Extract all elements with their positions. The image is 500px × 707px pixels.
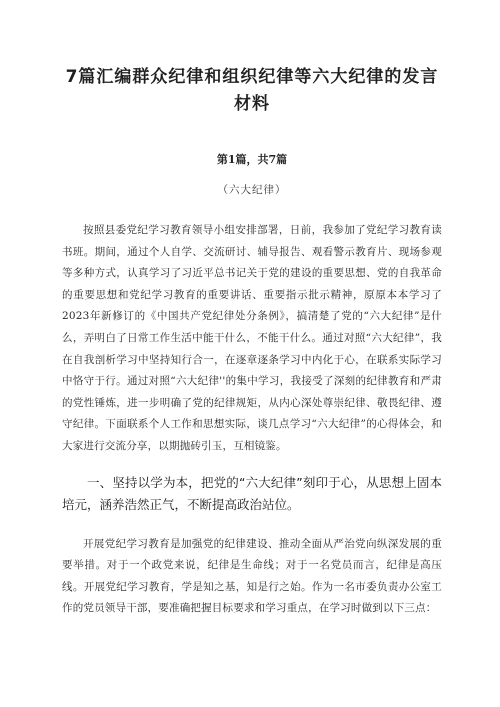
section-heading-1: 一、坚持以学为本，把党的“六大纪律”刻印于心，从思想上固本培元，涵养浩然正气，不断提高政治站位。 [62,474,442,512]
document-subtitle: 第1篇，共7篇 [216,153,288,166]
body-paragraph-1: 按照县委党纪学习教育领导小组安排部署，日前，我参加了党纪学习教育读书班。期间，通过个人自学、交流研讨、辅导报告、观看警示教育片、现场参观等多种方式，认真学习了习近平总书记关于党的建设的重要思想、党的自我革命的重要思想和党纪学习教育的重要讲话、重要指示批示精神，原原本本学习了2023年新修订的《中国共产党纪律处分条例》，搞清楚了党的“六大纪律”是什么，弄明白了日常工作生活中能干什么，不能干什么。通过对照“六大纪律”，我在自我剖析学习中坚持知行合一，在逐章逐条学习中内化于心，在联系实际学习中恪守于行。通过对照“六大纪律''的集中学习，我接受了深刻的纪律教育和严肃的党性锤炼，进一步明确了党的纪律规矩，从内心深处尊崇纪律、敬畏纪律、遵守纪律。下面联系个人工作和思想实际，谈几点学习“六大纪律”的心得体会，和大家进行交流分享，以期抛砖引玉，互相镜鉴。 [62,224,442,452]
body-paragraph-2: 开展党纪学习教育是加强党的纪律建设、推动全面从严治党向纵深发展的重要举措。对于一个政党来说，纪律是生命线；对于一名党员而言，纪律是高压线。开展党纪学习教育，学是知之基，知是行之始。作为一名市委负责办公室工作的党员领导干部，要准确把握目标要求和学习重点，在学习时做到以下三点： [62,537,442,615]
document-title: 7篇汇编群众纪律和组织纪律等六大纪律的发言材料 [65,67,439,114]
section-tag: （六大纪律） [217,184,287,196]
